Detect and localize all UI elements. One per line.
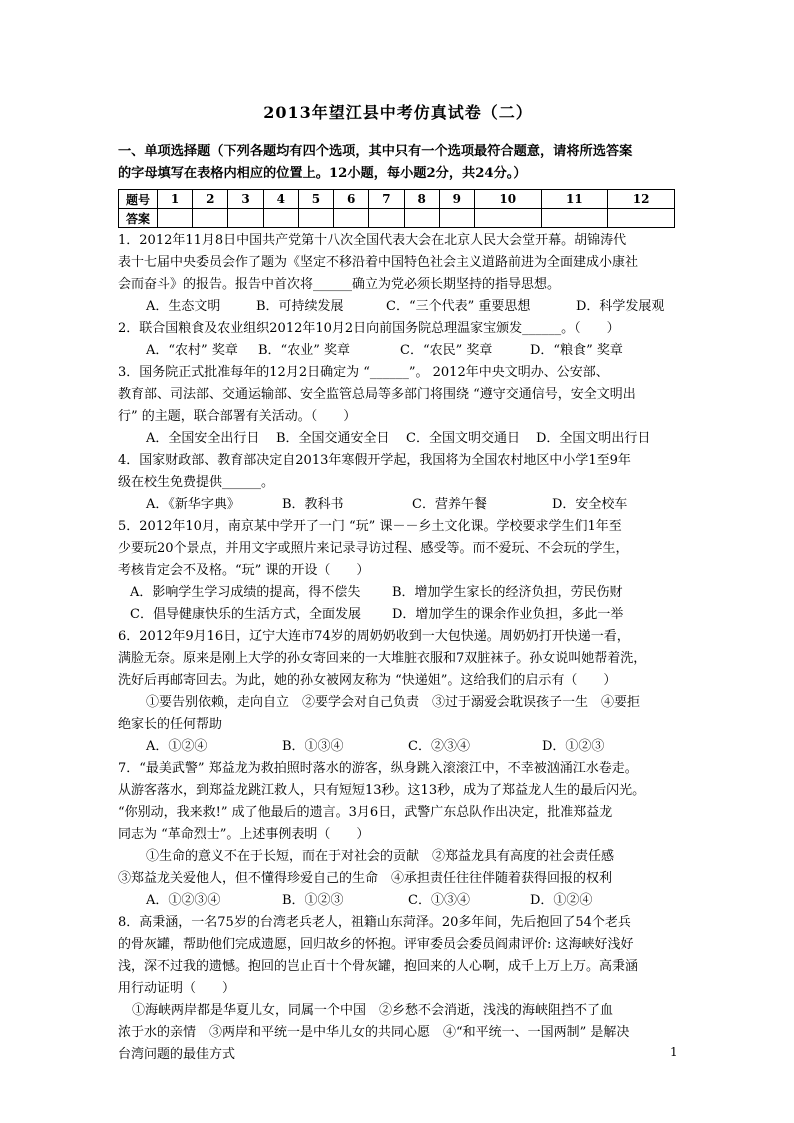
answer-table-header-row: [119, 190, 675, 209]
option-a: A．全国安全出行日: [146, 431, 260, 446]
question-8-text: 用行动证明（ ）: [118, 981, 236, 996]
question-number-cell: 10: [474, 190, 541, 209]
question-7-text: 从游客落水，到郑益龙跳江救人，只有短短13秒。这13秒，成为了郑益龙人生的最后闪光。: [118, 783, 646, 798]
answer-label: 答案: [119, 209, 158, 228]
question-5-text: 5．2012年10月，南京某中学开了一门 “玩” 课－－乡土文化课。学校要求学生们1年至: [118, 519, 622, 534]
option-b: B．增加学生家长的经济负担，劳民伤财: [392, 585, 623, 600]
question-3-text: 行” 的主题，联合部署有关活动。（ ）: [118, 409, 357, 424]
question-1-text: 1．2012年11月8日中国共产党第十八次全国代表大会在北京人民大会堂开幕。胡锦涛代: [118, 233, 627, 248]
answer-cell[interactable]: [439, 209, 474, 228]
option-b: B．①②③: [282, 893, 344, 908]
option-b: B．可持续发展: [256, 299, 344, 314]
question-5-text: 考核肯定会不及格。“玩” 课的开设（ ）: [118, 563, 370, 578]
question-7-options: [118, 890, 678, 912]
question-4-text: 级在校生免费提供______。: [118, 475, 275, 490]
question-7-text: 7．“最美武警” 郑益龙为救拍照时落水的游客，纵身跳入滚滚江中，不幸被汹涌江水卷走。: [118, 761, 638, 776]
question-number-cell: 1: [158, 190, 193, 209]
answer-cell[interactable]: [404, 209, 439, 228]
question-6-statements: 绝家长的任何帮助: [118, 717, 223, 732]
section-heading-line2: 的字母填写在表格内相应的位置上。12小题，每小题2分，共24分。）: [118, 166, 527, 181]
option-d: D．①②③: [542, 739, 605, 754]
option-c: C．营养午餐: [412, 497, 487, 512]
question-7-text: “你别动，我来救!” 成了他最后的遗言。3月6日，武警广东总队作出决定，批准郑益龙: [118, 805, 613, 820]
option-a: A．《新华字典》: [146, 497, 240, 512]
option-c: C．②③④: [408, 739, 470, 754]
option-b: B．①③④: [282, 739, 344, 754]
question-8-text: 浅，深不过我的遗憾。抱回的岂止百十个骨灰罐，抱回来的人心啊，成千上万上万。高秉涵: [118, 959, 639, 974]
answer-table: [118, 189, 675, 228]
question-2-options: [118, 340, 678, 362]
exam-page: [118, 100, 678, 1066]
option-d: D．科学发展观: [576, 299, 665, 314]
option-c: C．“农民” 奖章: [400, 343, 493, 358]
question-1-text: 表十七届中央委员会作了题为《坚定不移沿着中国特色社会主义道路前进为全面建成小康社: [118, 255, 639, 270]
question-7-text: 同志为 “革命烈士”。上述事例表明（ ）: [118, 827, 370, 842]
option-d: D．①②④: [530, 893, 593, 908]
question-4-text: 4．国家财政部、教育部决定自2013年寒假开学起，我国将为全国农村地区中小学1至9年: [118, 453, 631, 468]
option-d: D．全国文明出行日: [536, 431, 651, 446]
option-a: A．生态文明: [146, 299, 221, 314]
option-a: A．①②④: [146, 739, 208, 754]
question-number-label: 题号: [119, 190, 158, 209]
question-8-statements: ①海峡两岸都是华夏儿女，同属一个中国 ②乡愁不会消逝，浅浅的海峡阻挡不了血: [132, 1003, 614, 1018]
option-d: D．“粮食” 奖章: [530, 343, 623, 358]
answer-cell[interactable]: [158, 209, 193, 228]
question-number-cell: 7: [369, 190, 404, 209]
question-3-text: 3．国务院正式批准每年的12月2日确定为 “______”。 2012年中央文明办、公安部、: [118, 365, 609, 380]
page-number: 1: [670, 1045, 678, 1059]
question-8-text: 8．高秉涵，一名75岁的台湾老兵老人，祖籍山东菏泽。20多年间，先后抱回了54个老兵: [118, 915, 631, 930]
question-8-statements: 台湾问题的最佳方式: [118, 1047, 236, 1062]
option-a: A．影响学生学习成绩的提高，得不偿失: [130, 585, 361, 600]
option-c: C．“三个代表” 重要思想: [386, 299, 531, 314]
question-6-options: [118, 736, 678, 758]
option-b: B．全国交通安全日: [276, 431, 390, 446]
question-number-cell: 5: [298, 190, 333, 209]
question-7-statements: ③郑益龙关爱他人，但不懂得珍爱自己的生命 ④承担责任往往伴随着获得回报的权利: [118, 871, 613, 886]
question-4-options: [118, 494, 678, 516]
option-a: A．①②③④: [146, 893, 221, 908]
page-title: 2013年望江县中考仿真试卷（二）: [263, 103, 533, 122]
answer-cell[interactable]: [541, 209, 608, 228]
question-6-text: 洗好后再邮寄回去。为此，她的孙女被网友称为 “快递姐”。这给我们的启示有（ ）: [118, 673, 617, 688]
question-5-options-ab: [118, 582, 678, 604]
question-number-cell: 4: [263, 190, 298, 209]
question-number-cell: 2: [193, 190, 228, 209]
option-b: B．教科书: [282, 497, 344, 512]
question-8-statements: 浓于水的亲情 ③两岸和平统一是中华儿女的共同心愿 ④“和平统一、一国两制” 是解决: [118, 1025, 630, 1040]
question-6-statements: ①要告别依赖，走向自立 ②要学会对自己负责 ③过于溺爱会耽误孩子一生 ④要拒: [146, 695, 641, 710]
option-d: D．增加学生的课余作业负担，多此一举: [392, 607, 624, 622]
option-c: C．全国文明交通日: [406, 431, 520, 446]
question-number-cell: 11: [541, 190, 608, 209]
answer-cell[interactable]: [369, 209, 404, 228]
answer-cell[interactable]: [193, 209, 228, 228]
question-7-statements: ①生命的意义不在于长短，而在于对社会的贡献 ②郑益龙具有高度的社会责任感: [146, 849, 615, 864]
question-number-cell: 12: [608, 190, 675, 209]
question-1-text: 会而奋斗》的报告。报告中首次将______确立为党必须长期坚持的指导思想。: [118, 277, 561, 292]
answer-cell[interactable]: [608, 209, 675, 228]
section-heading-line1: 一、单项选择题（下列各题均有四个选项，其中只有一个选项最符合题意，请将所选答案: [118, 144, 633, 159]
question-5-options-cd: [118, 604, 678, 626]
question-number-cell: 3: [228, 190, 263, 209]
answer-cell[interactable]: [334, 209, 369, 228]
question-number-cell: 6: [334, 190, 369, 209]
question-3-options: [118, 428, 678, 450]
question-1-options: [118, 296, 678, 318]
question-3-text: 教育部、司法部、交通运输部、安全监管总局等多部门将围绕 “遵守交通信号，安全文明出: [118, 387, 636, 402]
question-6-text: 6．2012年9月16日，辽宁大连市74岁的周奶奶收到一大包快递。周奶奶打开快递一看，: [118, 629, 630, 644]
question-5-text: 少要玩20个景点，并用文字或照片来记录寻访过程、感受等。而不爱玩、不会玩的学生，: [118, 541, 629, 556]
question-number-cell: 8: [404, 190, 439, 209]
question-2-text: 2．联合国粮食及农业组织2012年10月2日向前国务院总理温家宝颁发______。（ ）: [118, 321, 620, 336]
option-b: B．“农业” 奖章: [258, 343, 350, 358]
question-8-text: 的骨灰罐，帮助他们完成遗愿，回归故乡的怀抱。评审委员会委员阎肃评价: 这海峡好浅好: [118, 937, 634, 952]
option-c: C．①③④: [408, 893, 470, 908]
option-c: C．倡导健康快乐的生活方式，全面发展: [130, 607, 361, 622]
answer-table-answer-row: [119, 209, 675, 228]
question-number-cell: 9: [439, 190, 474, 209]
answer-cell[interactable]: [228, 209, 263, 228]
option-d: D．安全校车: [552, 497, 628, 512]
answer-cell[interactable]: [263, 209, 298, 228]
answer-cell[interactable]: [474, 209, 541, 228]
answer-cell[interactable]: [298, 209, 333, 228]
question-6-text: 满脸无奈。原来是刚上大学的孙女寄回来的一大堆脏衣服和7双脏袜子。孙女说叫她帮着洗，: [118, 651, 647, 666]
option-a: A．“农村” 奖章: [146, 343, 238, 358]
